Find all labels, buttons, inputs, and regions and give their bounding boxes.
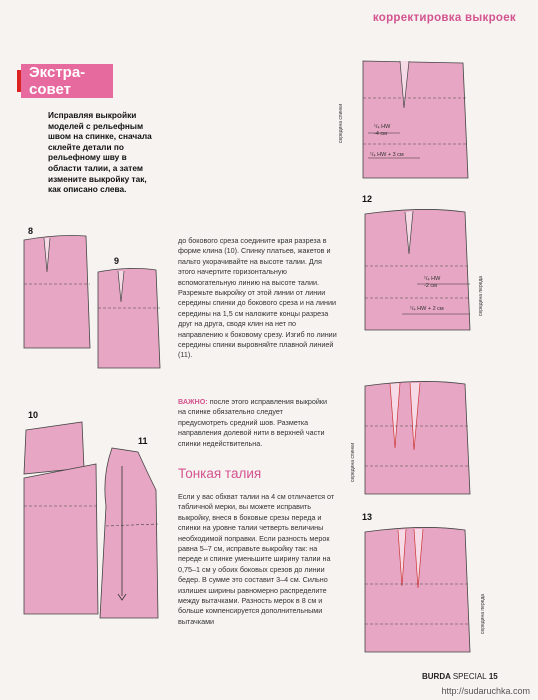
warning-text: после этого исправления выкройки на спинке обязательно следует предусмотреть средний шов. Разметка направления долевой нити в верхней части спинки недействительна. [178,397,328,448]
page-header: корректировка выкроек [372,12,516,24]
figure-mid-right [350,378,472,496]
tip-red-marker [17,70,21,92]
body-paragraph-1: до бокового среза соедините края разреза в форме клина (10). Спинку платьев, жакетов и пальто укорачивайте на высоте талии. Для этого начертите горизонтальную вспомогательную линию на высоте талии. Разрежьте выкройку от этой линии от линии середины спинки до бокового среза и на линии середины на 1,5 см наложите концы разреза друг на друга, сводя клин на нет по направлению к боковому срезу. Изгиб по линии середины спинки выровняйте плавной линией (11). [178,236,337,360]
warning-block [178,397,333,449]
section-title: Тонкая талия [178,466,262,481]
figure-number-10: 10 [28,410,39,420]
page-footer [422,672,498,681]
figure-number-9: 9 [114,256,120,266]
figure-8 [22,234,92,350]
fig13-side-label: середина переда [480,593,486,634]
tip-text: Исправляя выкройки моделей с рельефным швом на спинке, сначала склейте детали по рельефному шву в области талии, а затем измените выкройку так, как описано слева. [48,110,152,195]
footer-brand: BURDA [422,672,451,681]
footer-special: SPECIAL [452,672,487,681]
figure-top-right [338,58,470,180]
fig-top-label-minus4: -4 см [374,131,387,137]
fig-mid-side-label: середина спинки [350,442,356,482]
fig-top-side-label: середина спинки [338,103,344,143]
body-paragraph-2: Если у вас обхват талии на 4 см отличается от табличной мерки, вы можете исправить выкройку, внеся в боковые срезы переда и спинки на уровне талии четверть величины необходимой поправки. Если разность мерок равна 5–7 см, исправьте выкройку так: на переде и спинке уменьшите ширину талии на 0,75–1 см у обоих боковых срезов до линии бедер. В сумме это составит 3–4 см. Сильно излишек ширины равномерно распределите между вытачками. Разность мерок в 8 см и больше компенсируется дополнительными вытачками [178,492,335,626]
fig-top-label-plus3: ¹/₄ HW + 3 см [370,152,404,158]
figure-12 [362,206,484,332]
tip-heading-line1: Экстра- [29,64,86,81]
tip-heading [21,64,113,98]
tip-heading-line2: совет [29,81,72,98]
fig12-label-plus2: ¹/₄ HW + 2 см [410,306,444,312]
fig12-side-label: середина переда [478,275,484,316]
figure-number-11: 11 [138,436,148,446]
figure-10 [22,420,100,616]
figure-number-13: 13 [362,512,373,522]
figure-13 [362,524,486,654]
figure-9 [96,266,162,370]
figure-number-12: 12 [362,194,373,204]
figure-number-8: 8 [28,226,34,236]
fig12-label-quarter: ¹/₄ HW [424,276,441,282]
fig12-label-minus2: -2 см [424,283,437,289]
fig-top-label-quarter: ¹/₄ HW [374,124,391,130]
footer-page-number: 15 [488,672,498,681]
watermark-url: http://sudaruchka.com [441,686,530,696]
warning-label: ВАЖНО: [178,397,208,406]
figure-11 [98,446,168,620]
